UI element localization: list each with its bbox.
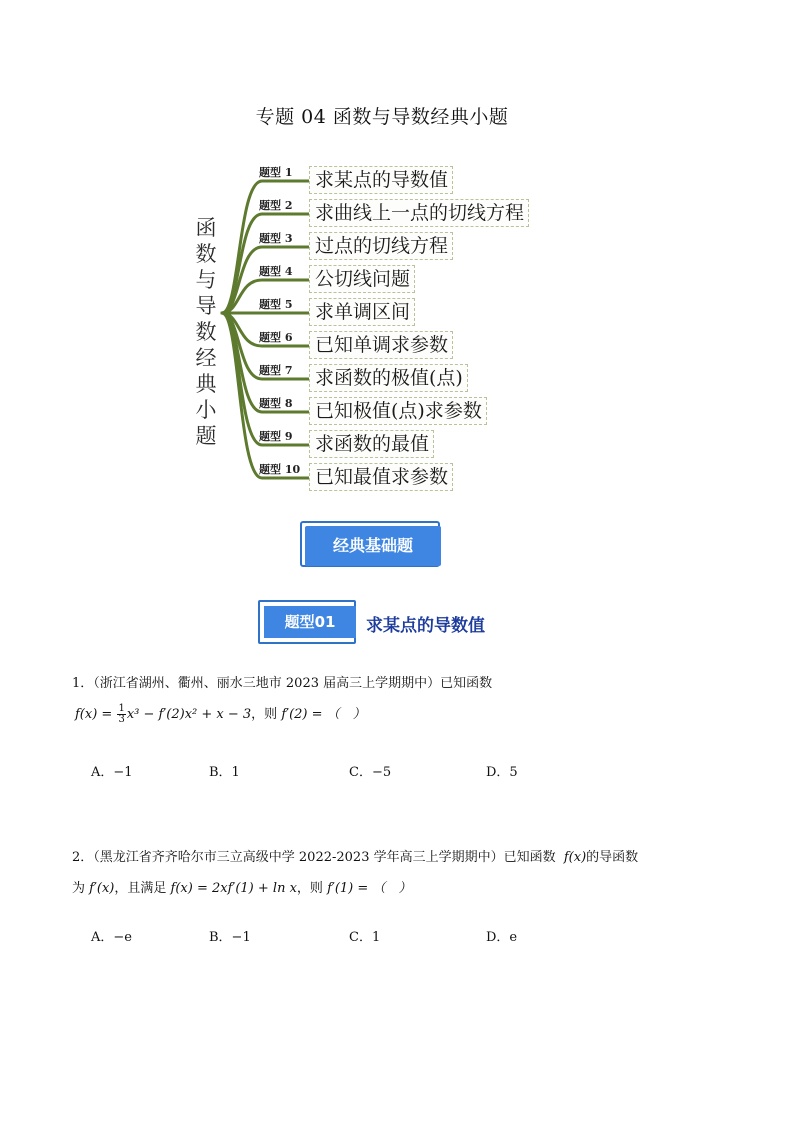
branch-tag-2: 题型 2	[259, 199, 293, 212]
type-badge	[258, 600, 356, 644]
branch-tag-5: 题型 5	[259, 298, 293, 311]
page-title: 专题 04 函数与导数经典小题	[255, 106, 509, 128]
question-1-option-c: C．−5	[349, 765, 392, 780]
mindmap-root-label: 函 数 与 导 数 经 典 小 题	[195, 216, 217, 448]
type-title: 求某点的导数值	[366, 616, 485, 636]
question-2-option-c: C．1	[349, 930, 381, 945]
question-2-option-d: D．e	[486, 930, 518, 945]
branch-box-1: 求某点的导数值	[309, 166, 453, 194]
branch-box-9: 求函数的最值	[309, 430, 434, 458]
branch-tag-3: 题型 3	[259, 232, 293, 245]
question-1-formula: f(x) = $\frac{1}{3}$ x³ − f′(2)x² + x − 3，则 f′(2) = （ ）	[75, 703, 366, 725]
branch-tag-9: 题型 9	[259, 430, 293, 443]
question-1-option-b: B．1	[209, 765, 240, 780]
branch-tag-6: 题型 6	[259, 331, 293, 344]
branch-box-8: 已知极值(点)求参数	[309, 397, 487, 425]
question-1-option-a: A．−1	[91, 765, 133, 780]
branch-tag-10: 题型 10	[259, 463, 301, 476]
branch-tag-7: 题型 7	[259, 364, 293, 377]
branch-box-5: 求单调区间	[309, 298, 415, 326]
question-1-stem: 1．（浙江省湖州、衢州、丽水三地市 2023 届高三上学期期中）已知函数	[72, 676, 493, 691]
branch-box-4: 公切线问题	[309, 265, 415, 293]
section-badge-label: 经典基础题	[332, 536, 413, 555]
question-2-line2: 为 f′(x)，且满足 f(x) = 2xf′(1) + ln x，则 f′(1) = （ ）	[72, 881, 412, 896]
branch-box-7: 求函数的极值(点)	[309, 364, 468, 392]
question-2-stem: 2．（黑龙江省齐齐哈尔市三立高级中学 2022-2023 学年高三上学期期中）已知函数 f(x)的导函数	[72, 850, 639, 865]
branch-box-3: 过点的切线方程	[309, 232, 453, 260]
branch-box-6: 已知单调求参数	[309, 331, 453, 359]
branch-tag-4: 题型 4	[259, 265, 293, 278]
section-badge	[300, 521, 440, 567]
branch-tag-1: 题型 1	[259, 166, 293, 179]
branch-tag-8: 题型 8	[259, 397, 293, 410]
question-2-option-b: B．−1	[209, 930, 251, 945]
question-2-option-a: A．−e	[91, 930, 132, 945]
type-badge-label: 题型01	[264, 606, 356, 638]
branch-box-2: 求曲线上一点的切线方程	[309, 199, 529, 227]
question-1-option-d: D．5	[486, 765, 518, 780]
branch-box-10: 已知最值求参数	[309, 463, 453, 491]
